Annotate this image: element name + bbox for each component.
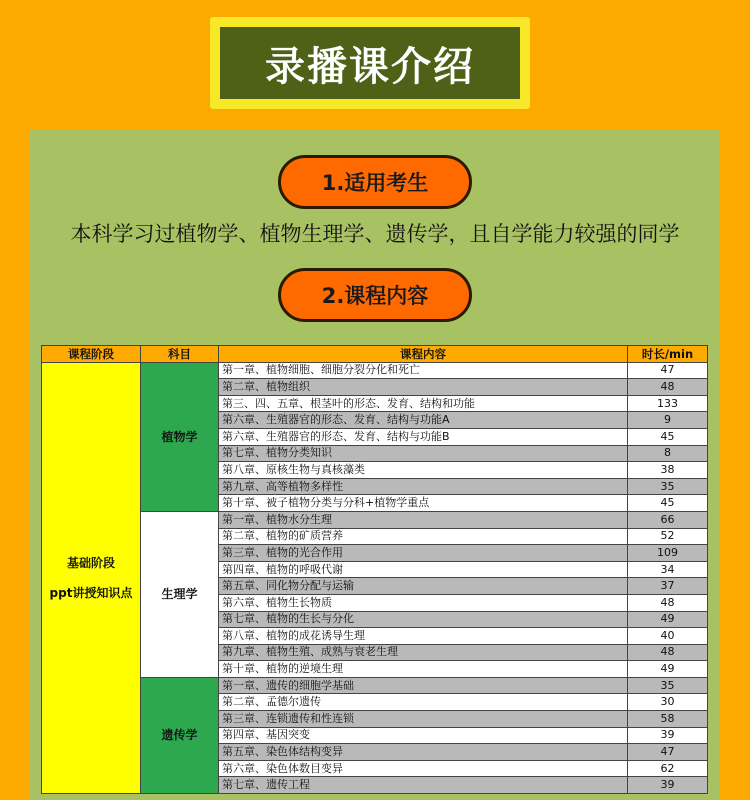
table-row bbox=[42, 677, 708, 694]
course-content-cell: 第九章、高等植物多样性 bbox=[219, 478, 628, 495]
course-content-cell: 第一章、遗传的细胞学基础 bbox=[219, 677, 628, 694]
duration-cell: 58 bbox=[628, 711, 708, 728]
table-header-row bbox=[42, 346, 708, 363]
duration-cell: 109 bbox=[628, 545, 708, 562]
course-content-cell: 第一章、植物细胞、细胞分裂分化和死亡 bbox=[219, 362, 628, 379]
title-banner bbox=[210, 17, 530, 109]
table-body bbox=[42, 362, 708, 793]
duration-cell: 30 bbox=[628, 694, 708, 711]
course-content-cell: 第七章、植物分类知识 bbox=[219, 445, 628, 462]
duration-cell: 45 bbox=[628, 495, 708, 512]
header-duration: 时长/min bbox=[628, 346, 708, 363]
course-content-cell: 第四章、植物的呼吸代谢 bbox=[219, 561, 628, 578]
course-content-cell: 第四章、基因突变 bbox=[219, 727, 628, 744]
duration-cell: 48 bbox=[628, 379, 708, 396]
course-content-cell: 第五章、染色体结构变异 bbox=[219, 744, 628, 761]
duration-cell: 133 bbox=[628, 395, 708, 412]
course-content-cell: 第九章、植物生殖、成熟与衰老生理 bbox=[219, 644, 628, 661]
subject-genetics: 遗传学 bbox=[141, 677, 219, 793]
course-content-cell: 第六章、生殖器官的形态、发育、结构与功能A bbox=[219, 412, 628, 429]
duration-cell: 38 bbox=[628, 462, 708, 479]
duration-cell: 39 bbox=[628, 727, 708, 744]
duration-cell: 62 bbox=[628, 760, 708, 777]
course-content-cell: 第十章、被子植物分类与分科+植物学重点 bbox=[219, 495, 628, 512]
applicable-students-description: 本科学习过植物学、植物生理学、遗传学，且自学能力较强的同学 bbox=[70, 222, 680, 246]
duration-cell: 40 bbox=[628, 628, 708, 645]
duration-cell: 35 bbox=[628, 677, 708, 694]
header-stage: 课程阶段 bbox=[42, 346, 141, 363]
header-subject: 科目 bbox=[141, 346, 219, 363]
duration-cell: 45 bbox=[628, 428, 708, 445]
section-applicable-students-label: 1.适用考生 bbox=[278, 155, 472, 209]
course-content-cell: 第三章、连锁遗传和性连锁 bbox=[219, 711, 628, 728]
course-content-cell: 第六章、植物生长物质 bbox=[219, 594, 628, 611]
course-content-cell: 第三、四、五章、根茎叶的形态、发育、结构和功能 bbox=[219, 395, 628, 412]
course-content-cell: 第三章、植物的光合作用 bbox=[219, 545, 628, 562]
duration-cell: 8 bbox=[628, 445, 708, 462]
duration-cell: 66 bbox=[628, 511, 708, 528]
course-content-cell: 第七章、遗传工程 bbox=[219, 777, 628, 794]
course-content-cell: 第二章、植物的矿质营养 bbox=[219, 528, 628, 545]
stage-method: ppt讲授知识点 bbox=[49, 585, 133, 600]
course-content-cell: 第二章、植物组织 bbox=[219, 379, 628, 396]
duration-cell: 48 bbox=[628, 594, 708, 611]
table-row bbox=[42, 362, 708, 379]
duration-cell: 37 bbox=[628, 578, 708, 595]
course-table bbox=[41, 345, 708, 794]
stage-cell bbox=[42, 362, 141, 793]
table-row bbox=[42, 511, 708, 528]
course-content-cell: 第六章、生殖器官的形态、发育、结构与功能B bbox=[219, 428, 628, 445]
course-content-cell: 第八章、原核生物与真核藻类 bbox=[219, 462, 628, 479]
duration-cell: 34 bbox=[628, 561, 708, 578]
course-content-cell: 第十章、植物的逆境生理 bbox=[219, 661, 628, 678]
duration-cell: 47 bbox=[628, 362, 708, 379]
duration-cell: 39 bbox=[628, 777, 708, 794]
duration-cell: 47 bbox=[628, 744, 708, 761]
duration-cell: 49 bbox=[628, 661, 708, 678]
header-content: 课程内容 bbox=[219, 346, 628, 363]
duration-cell: 49 bbox=[628, 611, 708, 628]
course-content-cell: 第七章、植物的生长与分化 bbox=[219, 611, 628, 628]
subject-botany: 植物学 bbox=[141, 362, 219, 511]
duration-cell: 9 bbox=[628, 412, 708, 429]
course-content-cell: 第二章、孟德尔遗传 bbox=[219, 694, 628, 711]
course-content-cell: 第六章、染色体数目变异 bbox=[219, 760, 628, 777]
subject-physiology: 生理学 bbox=[141, 511, 219, 677]
course-content-cell: 第一章、植物水分生理 bbox=[219, 511, 628, 528]
course-content-cell: 第五章、同化物分配与运输 bbox=[219, 578, 628, 595]
duration-cell: 35 bbox=[628, 478, 708, 495]
duration-cell: 48 bbox=[628, 644, 708, 661]
page-title: 录播课介绍 bbox=[220, 27, 520, 99]
course-content-cell: 第八章、植物的成花诱导生理 bbox=[219, 628, 628, 645]
duration-cell: 52 bbox=[628, 528, 708, 545]
section-course-content-label: 2.课程内容 bbox=[278, 268, 472, 322]
stage-name: 基础阶段 bbox=[66, 555, 115, 570]
